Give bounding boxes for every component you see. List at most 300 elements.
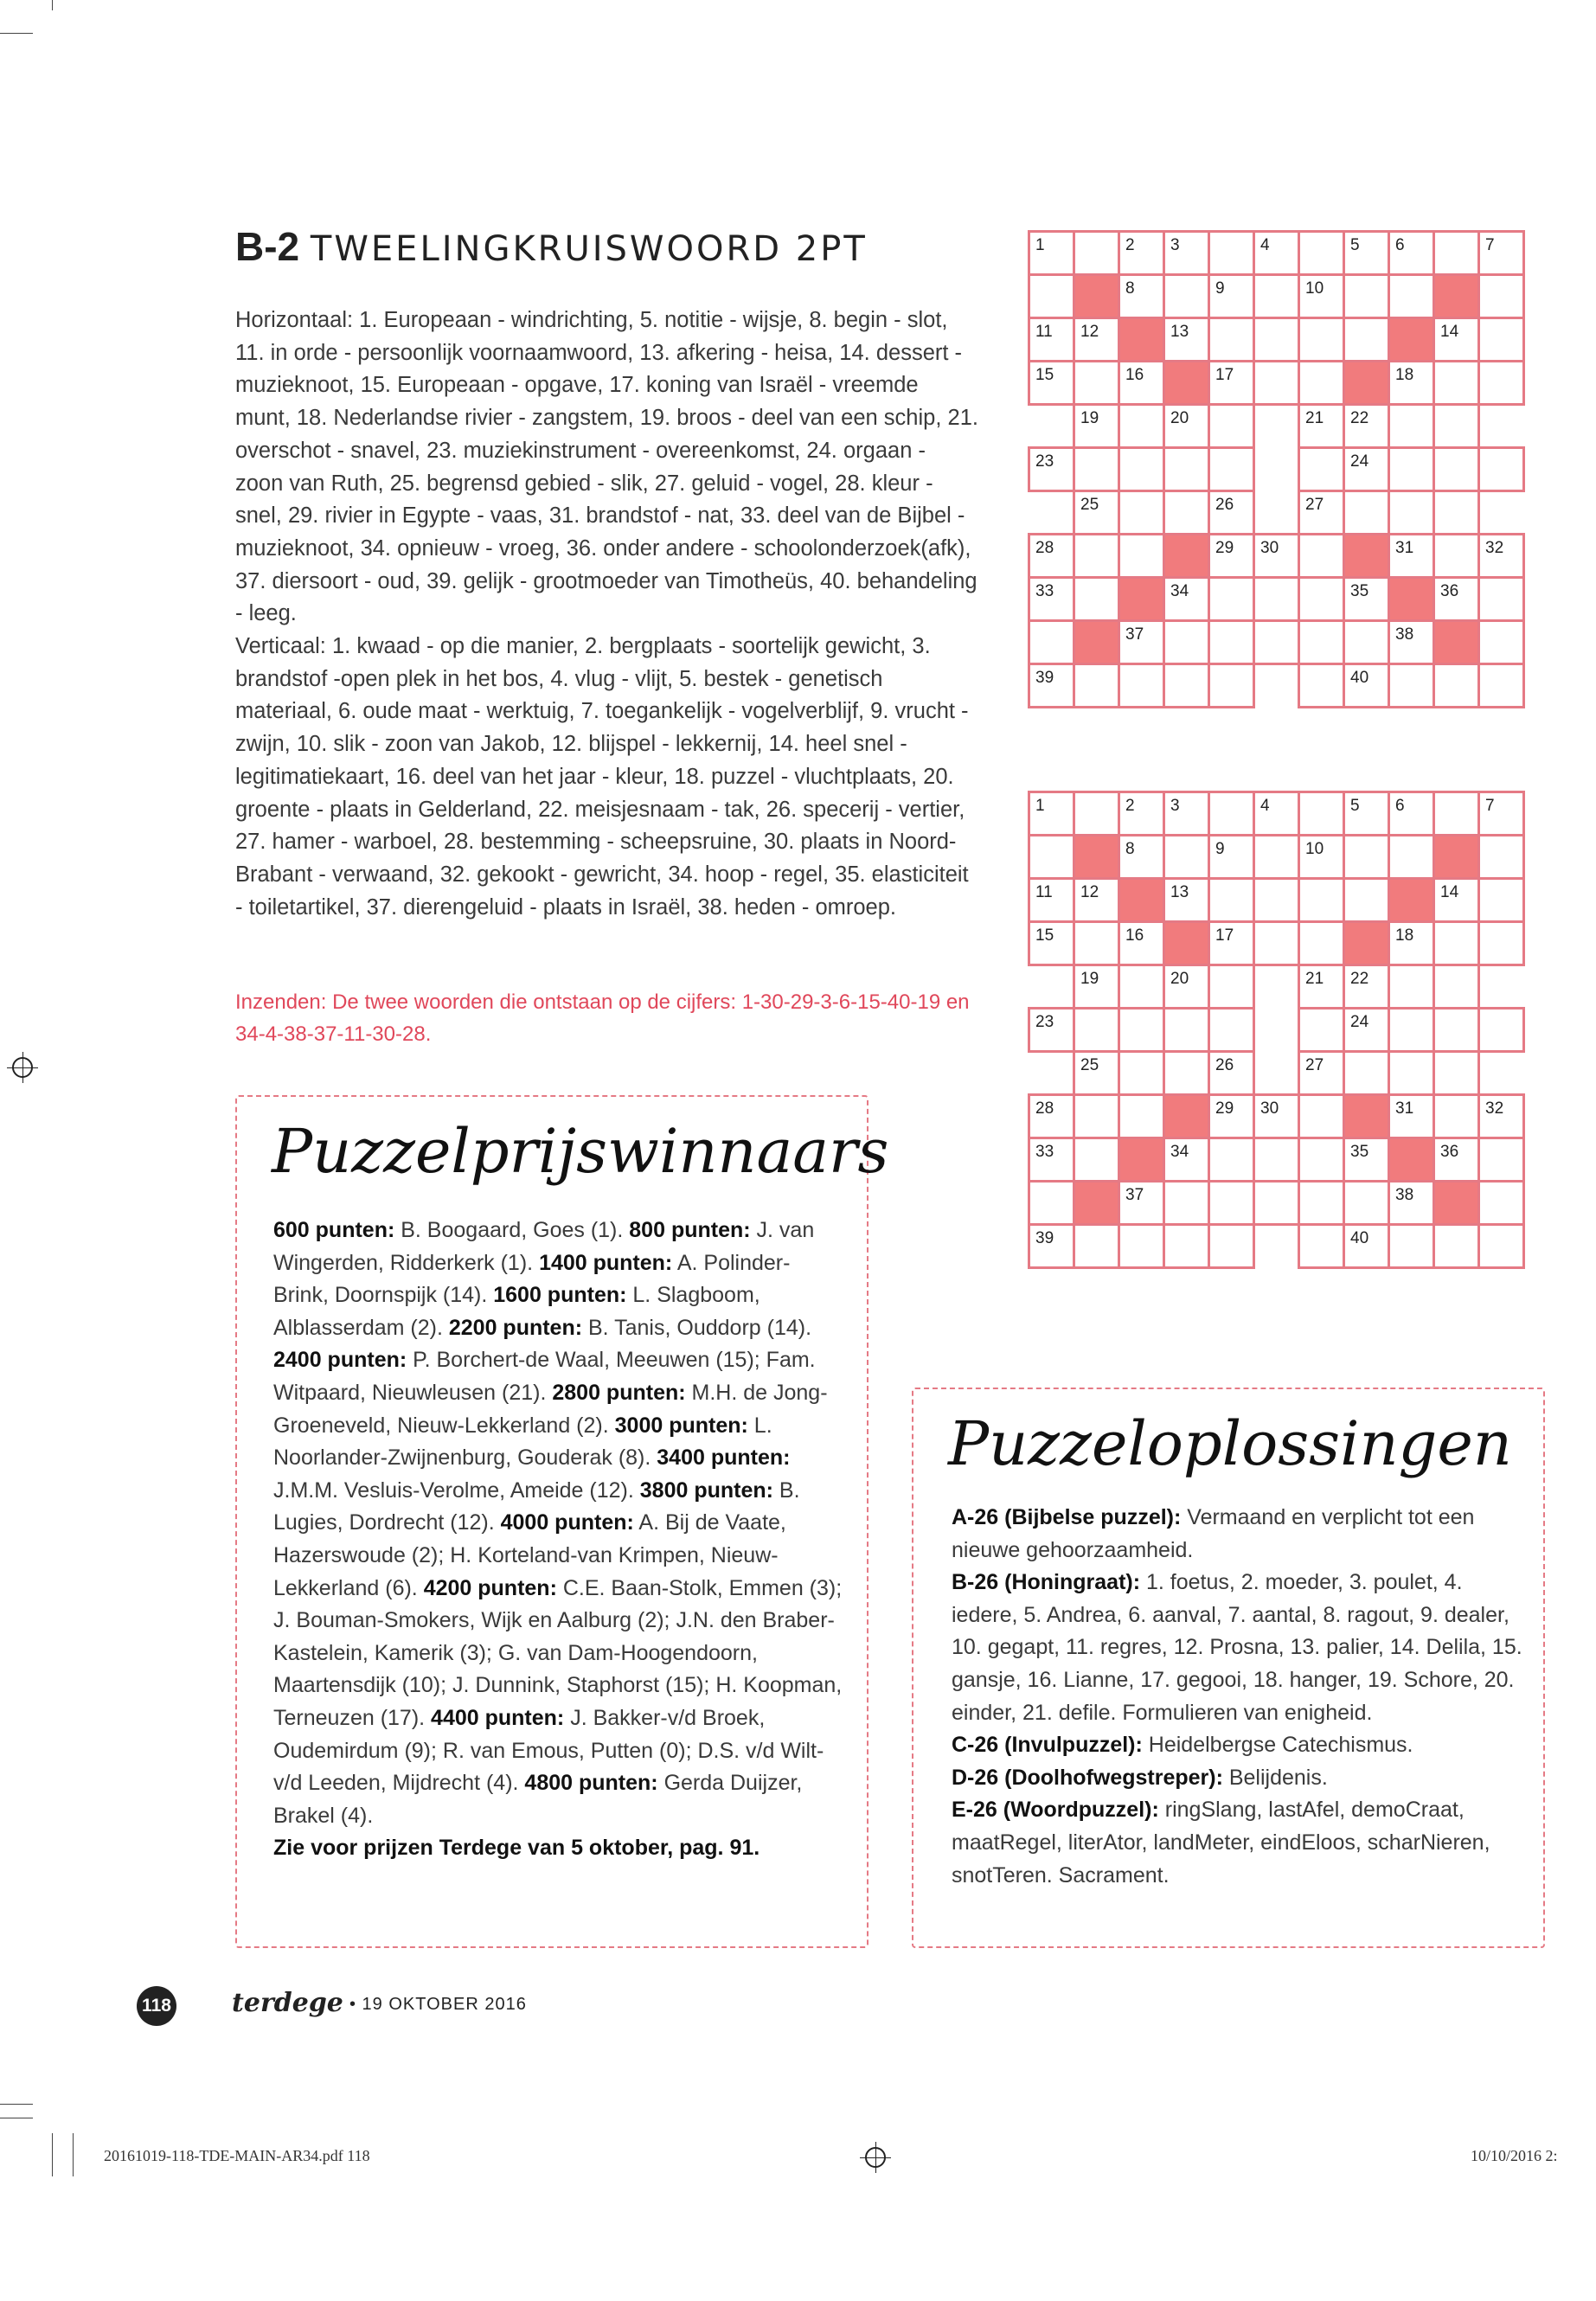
grid-cell — [1119, 405, 1164, 448]
grid-row — [1029, 1095, 1524, 1138]
grid-cell-number: 33 — [1035, 1143, 1054, 1161]
grid-cell — [1164, 1182, 1209, 1225]
grid-gap — [1029, 491, 1074, 535]
grid-cell-number: 32 — [1485, 1099, 1504, 1118]
grid-gap — [1254, 448, 1299, 491]
grid-cell — [1254, 1182, 1299, 1225]
grid-cell — [1344, 664, 1389, 708]
grid-black-cell — [1344, 1095, 1389, 1138]
grid-cell — [1389, 405, 1434, 448]
winner-points: 3800 punten: — [639, 1477, 773, 1503]
grid-black-cell — [1434, 836, 1479, 879]
grid-cell — [1209, 318, 1254, 362]
grid-cell — [1479, 232, 1524, 275]
grid-row — [1029, 621, 1524, 664]
solution-text: 1. foetus, 2. moeder, 3. poulet, 4. iedere, 5. Andrea, 6. aanval, 7. aantal, 8. ragout, 9. dealer, 10. gegapt, 11. regres, 12. Prosna, 13. palier, 14. Delila, 15. gansje, 16. Lianne, 17. gegooi, 18. hanger, 19. Schore, 20. einder, 21. defile. Formulieren van enigheid. — [952, 1570, 1522, 1725]
grid-black-cell — [1389, 578, 1434, 621]
grid-cell — [1209, 965, 1254, 1009]
winner-names: B. Tanis, Ouddorp (14). — [582, 1315, 812, 1340]
grid-cell-number: 37 — [1125, 1186, 1144, 1204]
grid-row — [1029, 922, 1524, 965]
winner-points: 4000 punten: — [500, 1510, 634, 1535]
grid-cell — [1029, 621, 1074, 664]
grid-cell — [1074, 232, 1119, 275]
grid-cell-number: 28 — [1035, 539, 1054, 557]
grid-cell-number: 5 — [1350, 236, 1360, 254]
grid-gap — [1479, 405, 1524, 448]
winner-points: 2800 punten: — [552, 1380, 686, 1405]
grid-cell — [1434, 1009, 1479, 1052]
grid-cell — [1209, 232, 1254, 275]
solutions-box — [912, 1388, 1545, 1948]
grid-cell-number: 27 — [1305, 496, 1324, 514]
grid-cell-number: 39 — [1035, 1229, 1054, 1247]
grid-cell-number: 4 — [1260, 236, 1270, 254]
grid-cell — [1254, 1138, 1299, 1182]
grid-cell — [1209, 1095, 1254, 1138]
winner-points: 1400 punten: — [539, 1250, 673, 1275]
grid-row — [1029, 232, 1524, 275]
grid-cell — [1029, 1095, 1074, 1138]
grid-cell — [1209, 792, 1254, 836]
grid-gap — [1254, 1052, 1299, 1095]
solution-label: B-26 (Honingraat): — [952, 1570, 1141, 1595]
grid-cell — [1209, 491, 1254, 535]
grid-cell — [1479, 1095, 1524, 1138]
crossword-grid-1 — [1028, 230, 1525, 708]
grid-cell-number: 18 — [1395, 366, 1414, 384]
grid-cell — [1299, 792, 1344, 836]
grid-cell — [1119, 275, 1164, 318]
grid-cell — [1344, 792, 1389, 836]
solution-entry — [952, 1502, 1522, 1567]
grid-cell — [1479, 664, 1524, 708]
winner-points: 3000 punten: — [614, 1413, 748, 1438]
grid-cell — [1344, 1182, 1389, 1225]
grid-cell — [1209, 879, 1254, 922]
winners-note: Zie voor prijzen Terdege van 5 oktober, pag. 91. — [273, 1836, 760, 1861]
grid-cell — [1029, 879, 1074, 922]
grid-row — [1029, 879, 1524, 922]
puzzle-code: B-2 — [235, 224, 300, 269]
grid-cell — [1389, 275, 1434, 318]
grid-cell-number: 12 — [1080, 883, 1099, 901]
grid-gap — [1254, 965, 1299, 1009]
winner-names: J. Bakker-v/d Broek, Oudemirdum (9); R. van Emous, Putten (0); D.S. v/d Wilt-v/d Leeden, Mijdrecht (4). — [273, 1705, 824, 1796]
grid-cell — [1029, 1138, 1074, 1182]
grid-cell — [1119, 621, 1164, 664]
winner-points: 600 punten: — [273, 1218, 395, 1242]
grid-cell — [1164, 1138, 1209, 1182]
grid-cell-number: 16 — [1125, 926, 1144, 945]
grid-cell — [1344, 965, 1389, 1009]
grid-cell — [1074, 879, 1119, 922]
grid-row — [1029, 535, 1524, 578]
clues — [235, 304, 979, 924]
grid-cell — [1119, 792, 1164, 836]
grid-cell — [1479, 318, 1524, 362]
grid-gap — [1254, 1009, 1299, 1052]
grid-cell — [1434, 362, 1479, 405]
grid-cell — [1434, 535, 1479, 578]
grid-cell-number: 26 — [1215, 1056, 1234, 1074]
grid-cell — [1164, 1009, 1209, 1052]
registration-mark-icon — [12, 1057, 33, 1078]
grid-black-cell — [1344, 362, 1389, 405]
grid-row — [1029, 275, 1524, 318]
grid-row — [1029, 1182, 1524, 1225]
grid-cell — [1209, 578, 1254, 621]
solution-label: E-26 (Woordpuzzel): — [952, 1798, 1159, 1823]
grid-cell — [1164, 621, 1209, 664]
clues-vertical: Verticaal: 1. kwaad - op die manier, 2. bergplaats - soortelijk gewicht, 3. brandstof -open plek in het bos, 4. vlug - vlijt, 5. bestek - genetisch materiaal, 6. oude maat - werktuig, 7. toegankelijk - vogelverblijf, 9. vrucht - zwijn, 10. slik - zoon van Jakob, 12. blijspel - lekkernij, 14. heel snel - legitimatiekaart, 16. deel van het jaar - kleur, 18. puzzel - vluchtplaats, 20. groente - plaats in Gelderland, 22. meisjesnaam - tak, 26. specerij - vertier, 27. hamer - warboel, 28. bestemming - scheepsruine, 30. plaats in Noord-Brabant - verwaand, 32. gekookt - gewricht, 34. hoop - regel, 35. elasticiteit - toiletartikel, 37. dierengeluid - plaats in Israël, 38. heden - omroep. — [235, 634, 969, 920]
grid-cell — [1344, 448, 1389, 491]
grid-cell-number: 10 — [1305, 840, 1324, 858]
grid-cell — [1209, 275, 1254, 318]
grid-gap — [1254, 405, 1299, 448]
solution-label: D-26 (Doolhofwegstreper): — [952, 1765, 1223, 1790]
grid-black-cell — [1074, 1182, 1119, 1225]
clues-horizontal: Horizontaal: 1. Europeaan - windrichting, 5. notitie - wijsje, 8. begin - slot, 11. in orde - persoonlijk voornaamwoord, 13. afkering - heisa, 14. dessert - muzieknoot, 15. Europeaan - opgave, 17. koning van Israël - vreemde munt, 18. Nederlandse rivier - zangstem, 19. broos - deel van een schip, 21. overschot - snavel, 23. muziekinstrument - overeenkomst, 24. orgaan - zoon van Ruth, 25. begrensd gebied - slik, 27. geluid - vogel, 28. kleur - snel, 29. rivier in Egypte - vaas, 31. brandstof - nat, 33. deel van de Bijbel - muzieknoot, 34. opnieuw - vroeg, 36. onder andere - schoolonderzoek(afk), 37. diersoort - oud, 39. gelijk - grootmoeder van Timotheüs, 40. behandeling - leeg. — [235, 308, 978, 626]
grid-black-cell — [1164, 922, 1209, 965]
grid-cell-number: 5 — [1350, 797, 1360, 815]
grid-cell-number: 3 — [1170, 797, 1180, 815]
grid-gap — [1479, 491, 1524, 535]
grid-cell — [1344, 405, 1389, 448]
grid-cell — [1119, 922, 1164, 965]
grid-cell — [1164, 232, 1209, 275]
grid-cell — [1074, 664, 1119, 708]
grid-cell-number: 27 — [1305, 1056, 1324, 1074]
grid-cell-number: 30 — [1260, 539, 1279, 557]
grid-cell — [1434, 232, 1479, 275]
grid-cell — [1209, 621, 1254, 664]
grid-gap — [1029, 965, 1074, 1009]
grid-cell — [1389, 1182, 1434, 1225]
trim-mark — [73, 2133, 74, 2176]
crossword-grid-2 — [1028, 791, 1525, 1269]
grid-cell — [1389, 965, 1434, 1009]
grid-cell — [1029, 232, 1074, 275]
grid-cell — [1254, 621, 1299, 664]
grid-cell-number: 22 — [1350, 409, 1369, 427]
grid-cell — [1029, 1182, 1074, 1225]
grid-cell — [1029, 275, 1074, 318]
grid-cell — [1254, 578, 1299, 621]
grid-cell — [1074, 1009, 1119, 1052]
grid-cell — [1389, 1052, 1434, 1095]
grid-cell — [1299, 664, 1344, 708]
grid-cell — [1164, 836, 1209, 879]
registration-mark-icon — [865, 2147, 886, 2168]
grid-cell — [1389, 836, 1434, 879]
grid-cell — [1299, 491, 1344, 535]
print-slug-right: 10/10/2016 2: — [1471, 2147, 1558, 2164]
solution-label: A-26 (Bijbelse puzzel): — [952, 1505, 1182, 1529]
solution-entry — [952, 1762, 1522, 1795]
winner-points: 4200 punten: — [423, 1575, 557, 1600]
puzzle-title — [235, 223, 868, 270]
grid-cell-number: 20 — [1170, 409, 1189, 427]
grid-cell — [1164, 448, 1209, 491]
grid-cell-number: 24 — [1350, 1013, 1369, 1031]
winner-points: 3400 punten: — [657, 1445, 791, 1471]
grid-row — [1029, 1052, 1524, 1095]
grid-cell — [1209, 664, 1254, 708]
grid-cell — [1074, 922, 1119, 965]
grid-cell — [1074, 1138, 1119, 1182]
grid-cell-number: 19 — [1080, 409, 1099, 427]
grid-cell — [1164, 318, 1209, 362]
grid-row — [1029, 664, 1524, 708]
grid-cell — [1164, 275, 1209, 318]
print-slug-left: 20161019-118-TDE-MAIN-AR34.pdf 118 — [104, 2147, 370, 2164]
grid-cell-number: 11 — [1035, 883, 1053, 901]
grid-gap — [1254, 664, 1299, 708]
grid-cell-number: 13 — [1170, 883, 1189, 901]
grid-cell-number: 37 — [1125, 625, 1144, 644]
grid-cell — [1164, 578, 1209, 621]
grid-cell-number: 4 — [1260, 797, 1270, 815]
grid-cell-number: 21 — [1305, 409, 1324, 427]
grid-cell — [1299, 405, 1344, 448]
grid-cell — [1344, 578, 1389, 621]
puzzle-name: TWEELINGKRUISWOORD 2PT — [310, 229, 868, 269]
grid-cell — [1344, 232, 1389, 275]
grid-cell — [1389, 1009, 1434, 1052]
grid-cell — [1074, 491, 1119, 535]
grid-cell — [1254, 275, 1299, 318]
grid-black-cell — [1119, 1138, 1164, 1182]
grid-cell — [1299, 578, 1344, 621]
grid-cell — [1299, 879, 1344, 922]
grid-cell — [1164, 792, 1209, 836]
grid-gap — [1254, 1225, 1299, 1268]
grid-cell-number: 24 — [1350, 452, 1369, 471]
grid-cell-number: 36 — [1440, 1143, 1459, 1161]
grid-cell-number: 30 — [1260, 1099, 1279, 1118]
grid-cell — [1029, 318, 1074, 362]
winner-points: 2200 punten: — [448, 1315, 583, 1340]
grid-cell — [1434, 922, 1479, 965]
grid-black-cell — [1119, 578, 1164, 621]
grid-row — [1029, 1225, 1524, 1268]
grid-cell — [1164, 405, 1209, 448]
grid-black-cell — [1119, 879, 1164, 922]
grid-cell — [1074, 578, 1119, 621]
grid-cell-number: 10 — [1305, 279, 1324, 298]
grid-cell-number: 18 — [1395, 926, 1414, 945]
grid-cell — [1299, 1138, 1344, 1182]
grid-row — [1029, 448, 1524, 491]
grid-cell — [1254, 1095, 1299, 1138]
grid-row — [1029, 836, 1524, 879]
grid-cell — [1029, 578, 1074, 621]
grid-cell — [1299, 1009, 1344, 1052]
grid-cell-number: 2 — [1125, 236, 1135, 254]
grid-cell-number: 17 — [1215, 926, 1234, 945]
grid-cell — [1119, 362, 1164, 405]
grid-cell — [1209, 535, 1254, 578]
grid-cell — [1029, 836, 1074, 879]
trim-mark — [0, 2104, 33, 2105]
solution-label: C-26 (Invulpuzzel): — [952, 1733, 1143, 1758]
grid-cell-number: 35 — [1350, 582, 1369, 600]
grid-cell-number: 6 — [1395, 797, 1405, 815]
grid-cell-number: 13 — [1170, 323, 1189, 341]
grid-row — [1029, 405, 1524, 448]
grid-gap — [1479, 1052, 1524, 1095]
grid-cell-number: 16 — [1125, 366, 1144, 384]
grid-cell — [1479, 879, 1524, 922]
grid-cell — [1299, 318, 1344, 362]
grid-row — [1029, 965, 1524, 1009]
grid-row — [1029, 578, 1524, 621]
grid-black-cell — [1344, 922, 1389, 965]
grid-cell — [1119, 664, 1164, 708]
grid-cell — [1119, 448, 1164, 491]
grid-cell — [1209, 922, 1254, 965]
grid-cell-number: 31 — [1395, 1099, 1414, 1118]
magazine-brand: terdege — [232, 1988, 343, 2018]
grid-cell-number: 9 — [1215, 840, 1225, 858]
grid-cell-number: 1 — [1035, 797, 1045, 815]
grid-cell — [1389, 535, 1434, 578]
grid-cell — [1119, 1052, 1164, 1095]
grid-black-cell — [1074, 836, 1119, 879]
grid-cell — [1164, 1052, 1209, 1095]
grid-row — [1029, 491, 1524, 535]
grid-cell — [1209, 1225, 1254, 1268]
grid-cell-number: 14 — [1440, 883, 1459, 901]
grid-cell — [1344, 1052, 1389, 1095]
grid-cell — [1029, 1009, 1074, 1052]
grid-black-cell — [1434, 275, 1479, 318]
grid-cell — [1479, 1138, 1524, 1182]
winner-points: 4800 punten: — [524, 1771, 658, 1796]
grid-cell — [1299, 621, 1344, 664]
grid-cell — [1299, 535, 1344, 578]
grid-cell — [1479, 362, 1524, 405]
grid-cell — [1074, 1095, 1119, 1138]
grid-cell — [1479, 621, 1524, 664]
grid-cell-number: 32 — [1485, 539, 1504, 557]
grid-cell — [1029, 922, 1074, 965]
grid-cell-number: 25 — [1080, 1056, 1099, 1074]
solution-text: Heidelbergse Catechismus. — [1142, 1733, 1413, 1758]
grid-cell-number: 33 — [1035, 582, 1054, 600]
grid-cell — [1479, 275, 1524, 318]
grid-cell — [1029, 664, 1074, 708]
grid-cell-number: 29 — [1215, 539, 1234, 557]
grid-cell — [1389, 922, 1434, 965]
grid-cell — [1254, 535, 1299, 578]
grid-black-cell — [1344, 535, 1389, 578]
grid-cell — [1209, 1138, 1254, 1182]
winner-points: 2400 punten: — [273, 1348, 407, 1373]
winner-names: J. van Wingerden, Ridderkerk (1). — [273, 1218, 815, 1275]
grid-cell — [1074, 362, 1119, 405]
grid-cell — [1344, 836, 1389, 879]
grid-cell-number: 9 — [1215, 279, 1225, 298]
grid-black-cell — [1434, 621, 1479, 664]
grid-cell — [1434, 1095, 1479, 1138]
grid-gap — [1029, 405, 1074, 448]
grid-black-cell — [1074, 621, 1119, 664]
grid-cell — [1299, 836, 1344, 879]
grid-cell-number: 34 — [1170, 582, 1189, 600]
grid-cell — [1029, 1225, 1074, 1268]
grid-cell-number: 7 — [1485, 797, 1495, 815]
grid-cell — [1479, 792, 1524, 836]
grid-cell — [1434, 879, 1479, 922]
grid-cell — [1254, 792, 1299, 836]
grid-cell-number: 20 — [1170, 970, 1189, 988]
grid-cell — [1119, 836, 1164, 879]
grid-cell — [1209, 405, 1254, 448]
grid-cell — [1119, 1009, 1164, 1052]
grid-black-cell — [1389, 879, 1434, 922]
grid-cell — [1254, 318, 1299, 362]
grid-cell-number: 14 — [1440, 323, 1459, 341]
grid-cell-number: 11 — [1035, 323, 1053, 341]
winner-points: 800 punten: — [629, 1218, 751, 1242]
issue-date: • 19 OKTOBER 2016 — [349, 1995, 527, 2014]
grid-cell — [1299, 1225, 1344, 1268]
grid-cell — [1479, 922, 1524, 965]
grid-cell-number: 15 — [1035, 926, 1054, 945]
grid-cell — [1029, 362, 1074, 405]
grid-cell — [1344, 621, 1389, 664]
grid-cell — [1344, 275, 1389, 318]
winners-box — [235, 1095, 889, 1948]
winner-names: M.H. de Jong-Groeneveld, Nieuw-Lekkerland (2). — [273, 1380, 828, 1438]
grid-cell-number: 12 — [1080, 323, 1099, 341]
grid-cell — [1389, 362, 1434, 405]
grid-cell — [1254, 879, 1299, 922]
solution-entry — [952, 1567, 1522, 1729]
grid-black-cell — [1119, 318, 1164, 362]
grid-cell — [1074, 792, 1119, 836]
grid-cell-number: 40 — [1350, 1229, 1369, 1247]
winner-names: J.M.M. Vesluis-Verolme, Ameide (12). — [273, 1477, 640, 1503]
grid-cell-number: 8 — [1125, 279, 1135, 298]
grid-cell-number: 38 — [1395, 625, 1414, 644]
grid-cell — [1434, 1225, 1479, 1268]
grid-cell — [1389, 792, 1434, 836]
grid-cell-number: 15 — [1035, 366, 1054, 384]
grid-cell — [1389, 1095, 1434, 1138]
trim-mark — [0, 33, 33, 34]
winner-points: 4400 punten: — [431, 1705, 565, 1730]
grid-cell — [1254, 362, 1299, 405]
grid-cell — [1254, 922, 1299, 965]
grid-cell — [1299, 965, 1344, 1009]
grid-cell-number: 39 — [1035, 669, 1054, 687]
solution-text: Belijdenis. — [1222, 1765, 1328, 1790]
winner-names: A. Bij de Vaate, Hazerswoude (2); H. Korteland-van Krimpen, Nieuw-Lekkerland (6). — [273, 1510, 786, 1600]
grid-cell — [1209, 1009, 1254, 1052]
grid-gap — [1254, 491, 1299, 535]
grid-cell — [1299, 922, 1344, 965]
grid-cell — [1434, 448, 1479, 491]
grid-cell — [1389, 664, 1434, 708]
grid-cell — [1119, 1182, 1164, 1225]
winner-names: B. Boogaard, Goes (1). — [394, 1218, 630, 1242]
winner-names: L. Noorlander-Zwijnenburg, Gouderak (8). — [273, 1413, 772, 1471]
grid-cell — [1434, 664, 1479, 708]
grid-cell — [1389, 621, 1434, 664]
